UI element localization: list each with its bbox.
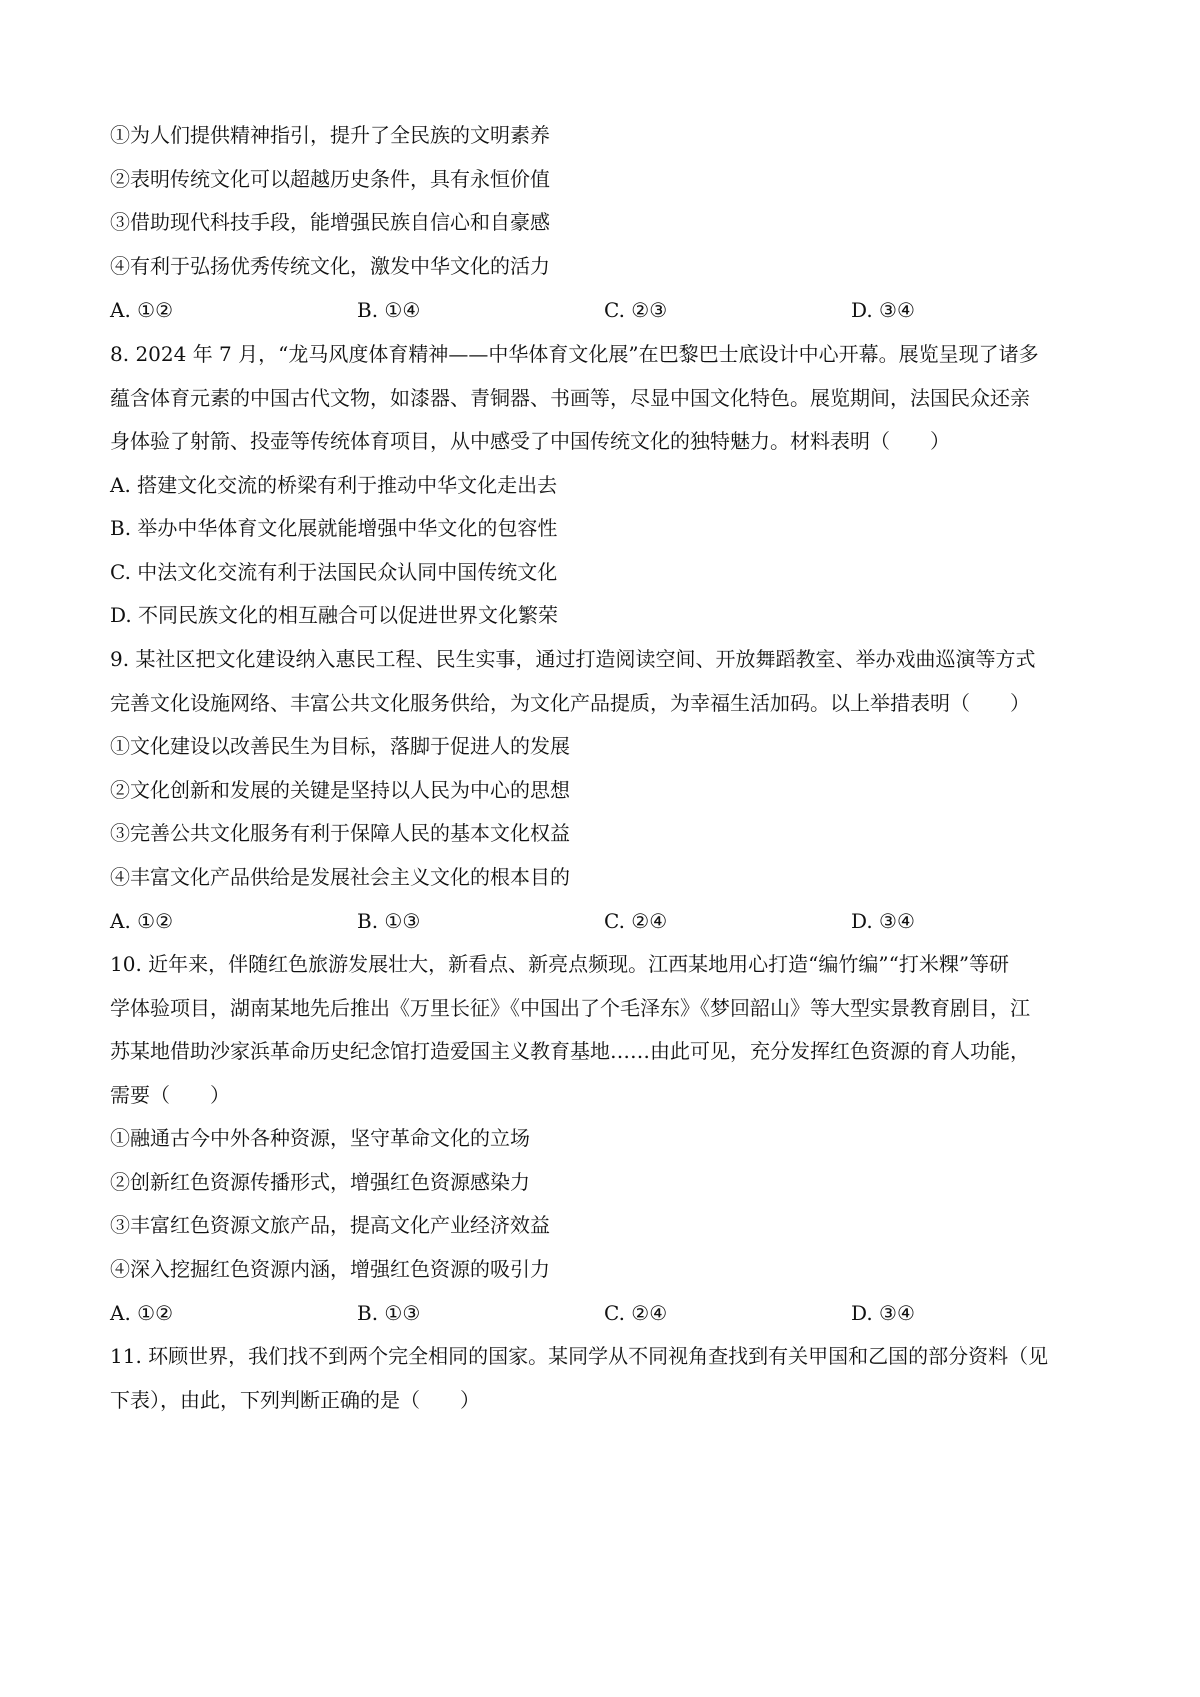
q11-stem-line-1: 11. 环顾世界，我们找不到两个完全相同的国家。某同学从不同视角查找到有关甲国和乙国的部分资料（见 <box>110 1344 1049 1368</box>
q9-item-1: ①文化建设以改善民生为目标，落脚于促进人的发展 <box>110 734 570 758</box>
q9-item-2: ②文化创新和发展的关键是坚持以人民为中心的思想 <box>110 778 570 802</box>
q10-item-3: ③丰富红色资源文旅产品，提高文化产业经济效益 <box>110 1213 550 1237</box>
q9-stem-line-1: 9. 某社区把文化建设纳入惠民工程、民生实事，通过打造阅读空间、开放舞蹈教室、举办戏曲巡演等方式 <box>110 647 1036 671</box>
q7-item-2: ②表明传统文化可以超越历史条件，具有永恒价值 <box>110 167 550 191</box>
q8-option-c: C. 中法文化交流有利于法国民众认同中国传统文化 <box>110 560 558 584</box>
q8-stem-line-1: 8. 2024 年 7 月，“龙马风度体育精神——中华体育文化展”在巴黎巴士底设计中心开幕。展览呈现了诸多 <box>110 342 1039 366</box>
q9-item-3: ③完善公共文化服务有利于保障人民的基本文化权益 <box>110 821 570 845</box>
q10-stem-line-3: 苏某地借助沙家浜革命历史纪念馆打造爱国主义教育基地……由此可见，充分发挥红色资源的育人功能， <box>110 1039 1030 1063</box>
q8-option-a: A. 搭建文化交流的桥梁有利于推动中华文化走出去 <box>110 473 558 497</box>
q10-item-2: ②创新红色资源传播形式，增强红色资源感染力 <box>110 1170 530 1194</box>
q10-stem-line-2: 学体验项目，湖南某地先后推出《万里长征》《中国出了个毛泽东》《梦回韶山》等大型实景教育剧目，江 <box>110 996 1030 1020</box>
q7-option-d: D. ③④ <box>851 298 915 322</box>
q10-option-d: D. ③④ <box>851 1301 915 1325</box>
q10-item-1: ①融通古今中外各种资源，坚守革命文化的立场 <box>110 1126 530 1150</box>
q7-option-c: C. ②③ <box>604 298 668 322</box>
q10-stem-line-4: 需要（ ） <box>110 1083 230 1107</box>
q10-item-4: ④深入挖掘红色资源内涵，增强红色资源的吸引力 <box>110 1257 550 1281</box>
q7-option-a: A. ①② <box>110 298 174 322</box>
q8-option-d: D. 不同民族文化的相互融合可以促进世界文化繁荣 <box>110 603 559 627</box>
q7-item-3: ③借助现代科技手段，能增强民族自信心和自豪感 <box>110 210 550 234</box>
q9-option-b: B. ①③ <box>357 909 421 933</box>
q9-option-a: A. ①② <box>110 909 174 933</box>
q10-option-c: C. ②④ <box>604 1301 668 1325</box>
q7-item-4: ④有利于弘扬优秀传统文化，激发中华文化的活力 <box>110 254 550 278</box>
q9-stem-line-2: 完善文化设施网络、丰富公共文化服务供给，为文化产品提质，为幸福生活加码。以上举措表明（ ） <box>110 691 1030 715</box>
q10-stem-line-1: 10. 近年来，伴随红色旅游发展壮大，新看点、新亮点频现。江西某地用心打造“编竹编”“打米粿”等研 <box>110 952 1010 976</box>
q7-option-b: B. ①④ <box>357 298 421 322</box>
q8-stem-line-3: 身体验了射箭、投壶等传统体育项目，从中感受了中国传统文化的独特魅力。材料表明（ ） <box>110 429 950 453</box>
q9-option-d: D. ③④ <box>851 909 915 933</box>
q8-option-b: B. 举办中华体育文化展就能增强中华文化的包容性 <box>110 516 558 540</box>
q10-option-b: B. ①③ <box>357 1301 421 1325</box>
q9-item-4: ④丰富文化产品供给是发展社会主义文化的根本目的 <box>110 865 570 889</box>
q9-option-c: C. ②④ <box>604 909 668 933</box>
q11-stem-line-2: 下表），由此，下列判断正确的是（ ） <box>110 1388 480 1412</box>
q7-item-1: ①为人们提供精神指引，提升了全民族的文明素养 <box>110 123 550 147</box>
q8-stem-line-2: 蕴含体育元素的中国古代文物，如漆器、青铜器、书画等，尽显中国文化特色。展览期间，法国民众还亲 <box>110 386 1030 410</box>
q10-option-a: A. ①② <box>110 1301 174 1325</box>
